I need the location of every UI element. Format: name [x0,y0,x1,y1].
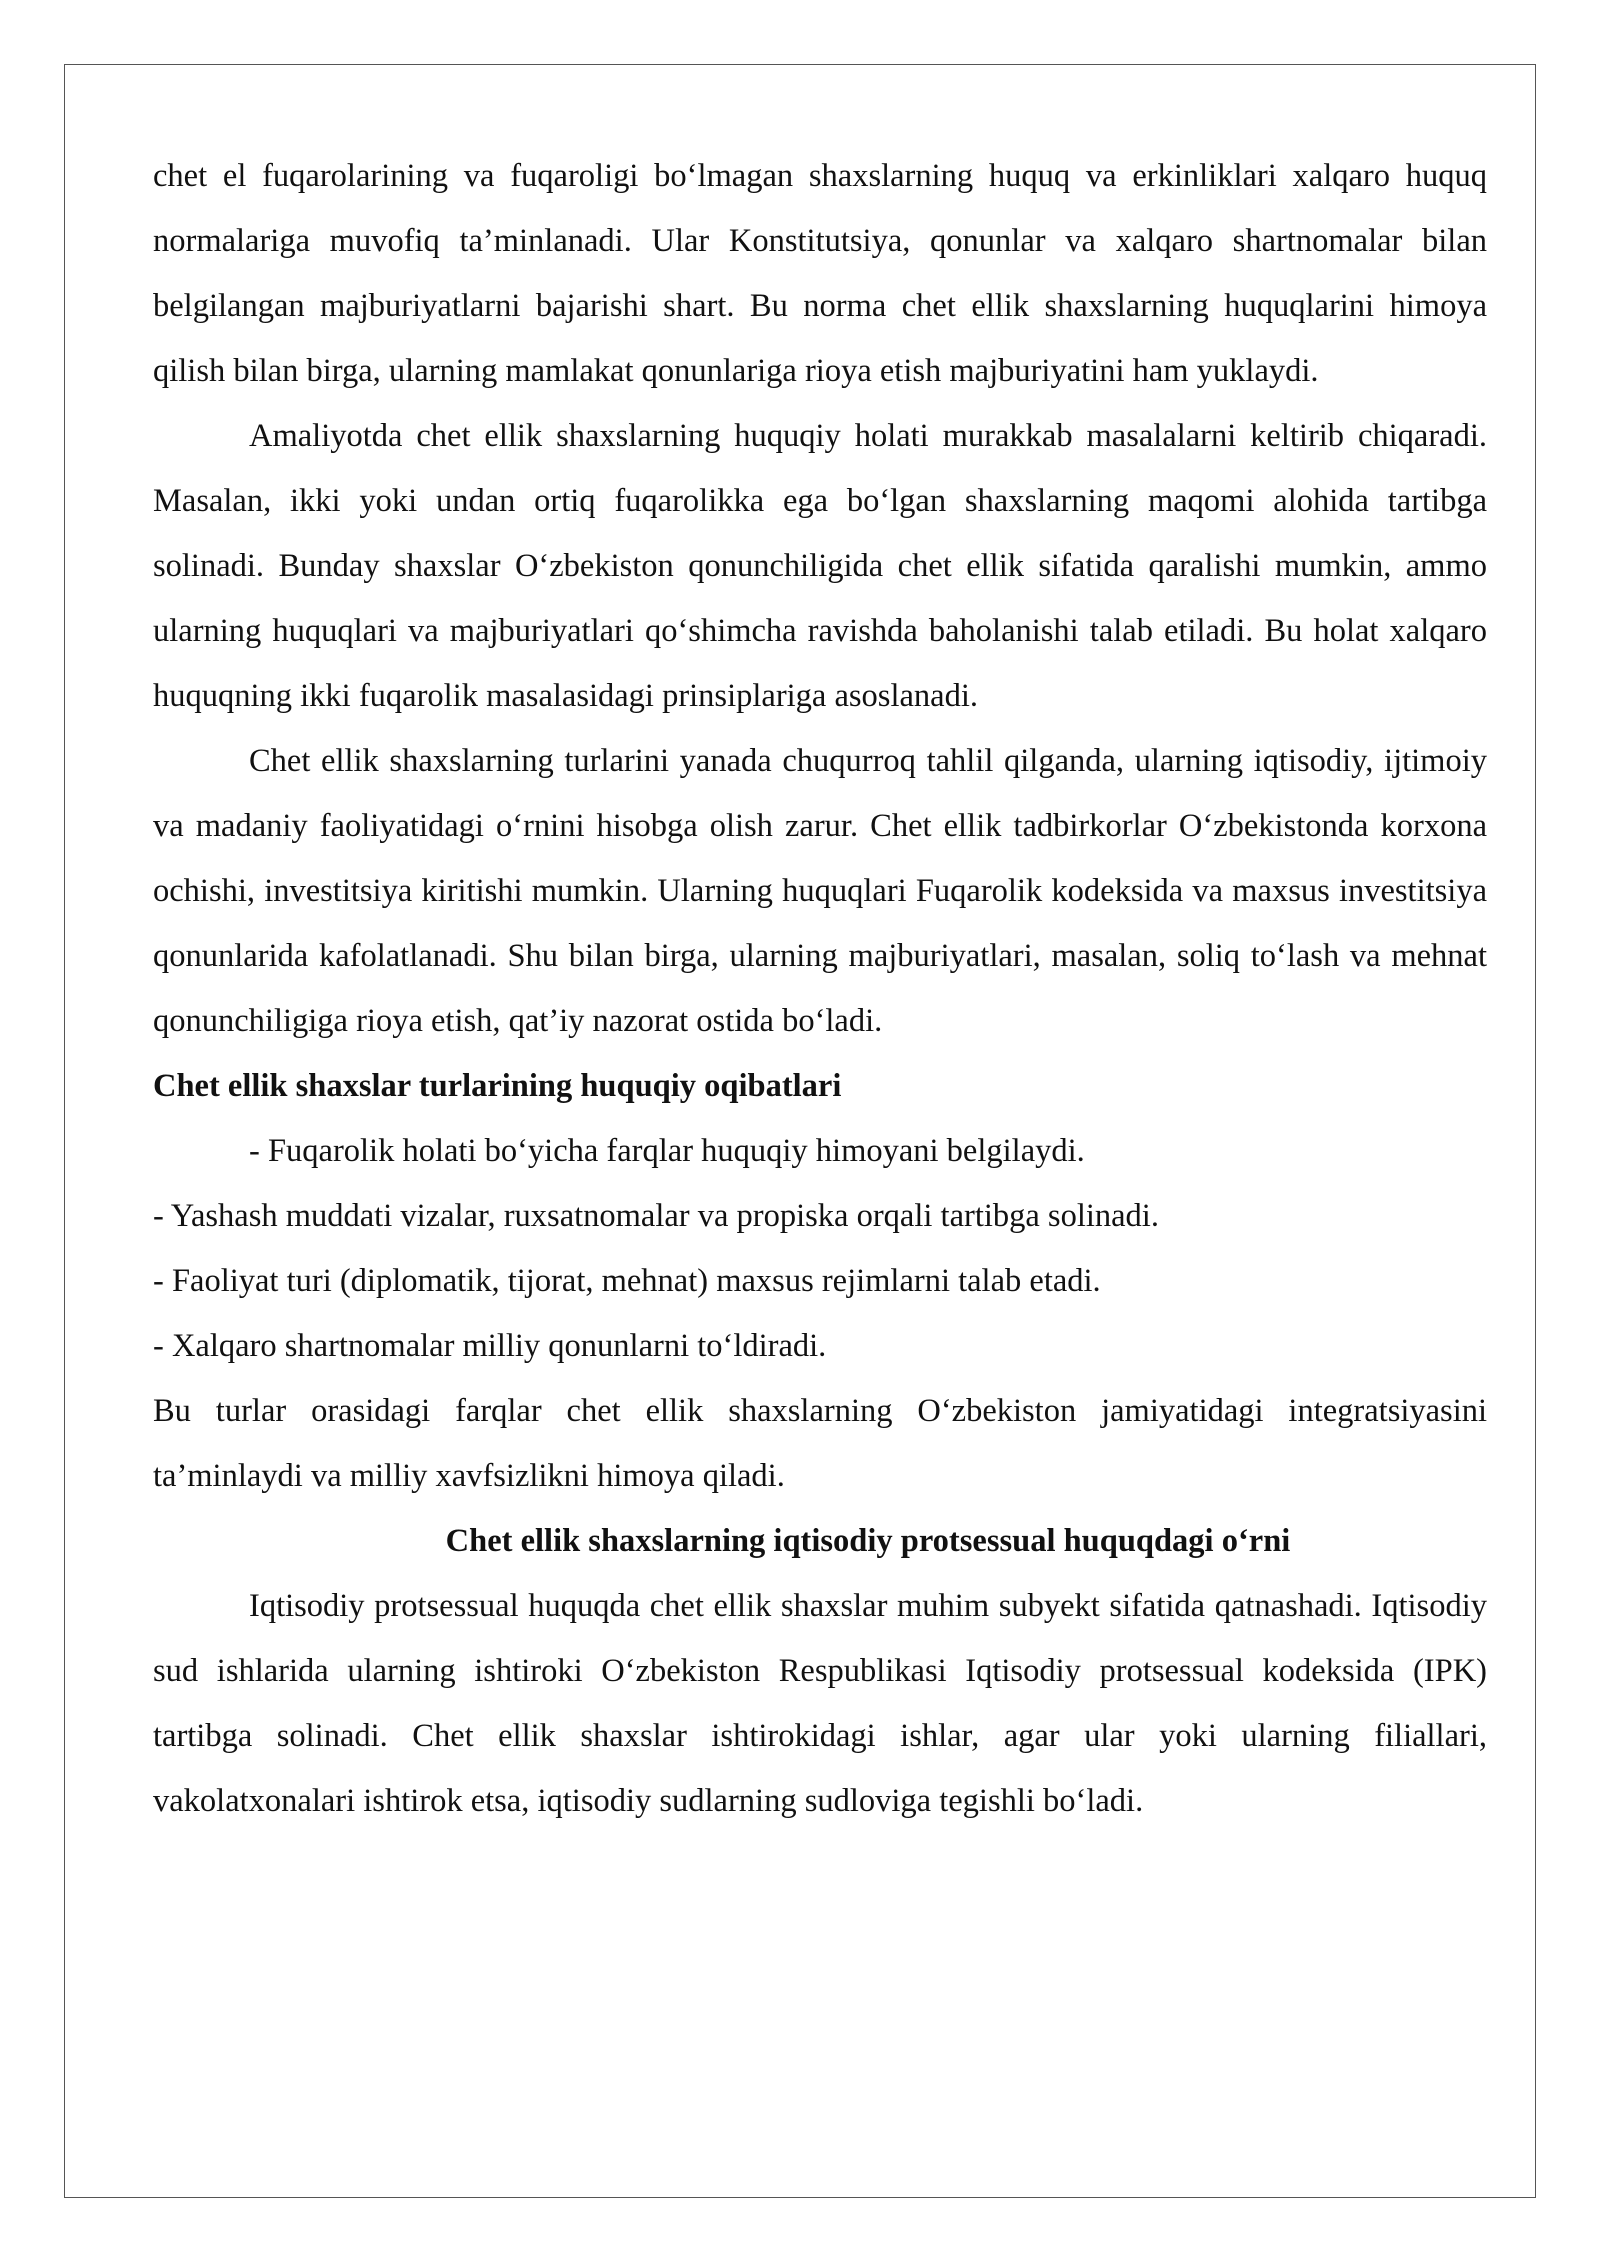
paragraph-foreign-entrepreneurs: Chet ellik shaxslarning turlarini yanada chuqurroq tahlil qilganda, ularning iqtisodiy, ijtimoiy va madaniy faoliyatidagi o‘rnini hisobga olish zarur. Chet ellik tadbirkorlar O‘zbekistonda korxona ochishi, investitsiya kiritishi mumkin. Ularning huquqlari Fuqarolik kodeksida va maxsus investitsiya qonunlarida kafolatlanadi. Shu bilan birga, ularning majburiyatlari, masalan, soliq to‘lash va mehnat qonunchiligiga rioya etish, qat’iy nazorat ostida bo‘ladi. [153,743,1487,1039]
paragraph-dual-citizenship: Amaliyotda chet ellik shaxslarning huquqiy holati murakkab masalalarni keltirib chiqaradi. Masalan, ikki yoki undan ortiq fuqarolikka ega bo‘lgan shaxslarning maqomi alohida tartibga solinadi. Bunday shaxslar O‘zbekiston qonunchiligida chet ellik sifatida qaralishi mumkin, ammo ularning huquqlari va majburiyatlari qo‘shimcha ravishda baholanishi talab etiladi. Bu holat xalqaro huquqning ikki fuqarolik masalasidagi prinsiplariga asoslanadi. [153,418,1487,714]
list-item: - Yashash muddati vizalar, ruxsatnomalar va propiska orqali tartibga solinadi. [153,1198,1159,1234]
section-heading-legal-consequences: Chet ellik shaxslar turlarining huquqiy oqibatlari [153,1068,842,1104]
paragraph-integration: Bu turlar orasidagi farqlar chet ellik shaxslarning O‘zbekiston jamiyatidagi integratsiyasini ta’minlaydi va milliy xavfsizlikni himoya qiladi. [153,1393,1487,1494]
list-item: - Fuqarolik holati bo‘yicha farqlar huquqiy himoyani belgilaydi. [249,1133,1085,1169]
section-heading-economic-procedural: Chet ellik shaxslarning iqtisodiy protsessual huquqdagi o‘rni [445,1523,1291,1559]
document-body [153,144,1487,1834]
list-item: - Faoliyat turi (diplomatik, tijorat, mehnat) maxsus rejimlarni talab etadi. [153,1263,1101,1299]
paragraph-economic-procedural: Iqtisodiy protsessual huquqda chet ellik shaxslar muhim subyekt sifatida qatnashadi. Iqtisodiy sud ishlarida ularning ishtiroki O‘zbekiston Respublikasi Iqtisodiy protsessual kodeksida (IPK) tartibga solinadi. Chet ellik shaxslar ishtirokidagi ishlar, agar ular yoki ularning filiallari, vakolatxonalari ishtirok etsa, iqtisodiy sudlarning sudloviga tegishli bo‘ladi. [153,1588,1487,1819]
list-item: - Xalqaro shartnomalar milliy qonunlarni to‘ldiradi. [153,1328,827,1364]
paragraph-continuation: chet el fuqarolarining va fuqaroligi bo‘lmagan shaxslarning huquq va erkinliklari xalqaro huquq normalariga muvofiq ta’minlanadi. Ular Konstitutsiya, qonunlar va xalqaro shartnomalar bilan belgilangan majburiyatlarni bajarishi shart. Bu norma chet ellik shaxslarning huquqlarini himoya qilish bilan birga, ularning mamlakat qonunlariga rioya etish majburiyatini ham yuklaydi. [153,158,1487,389]
